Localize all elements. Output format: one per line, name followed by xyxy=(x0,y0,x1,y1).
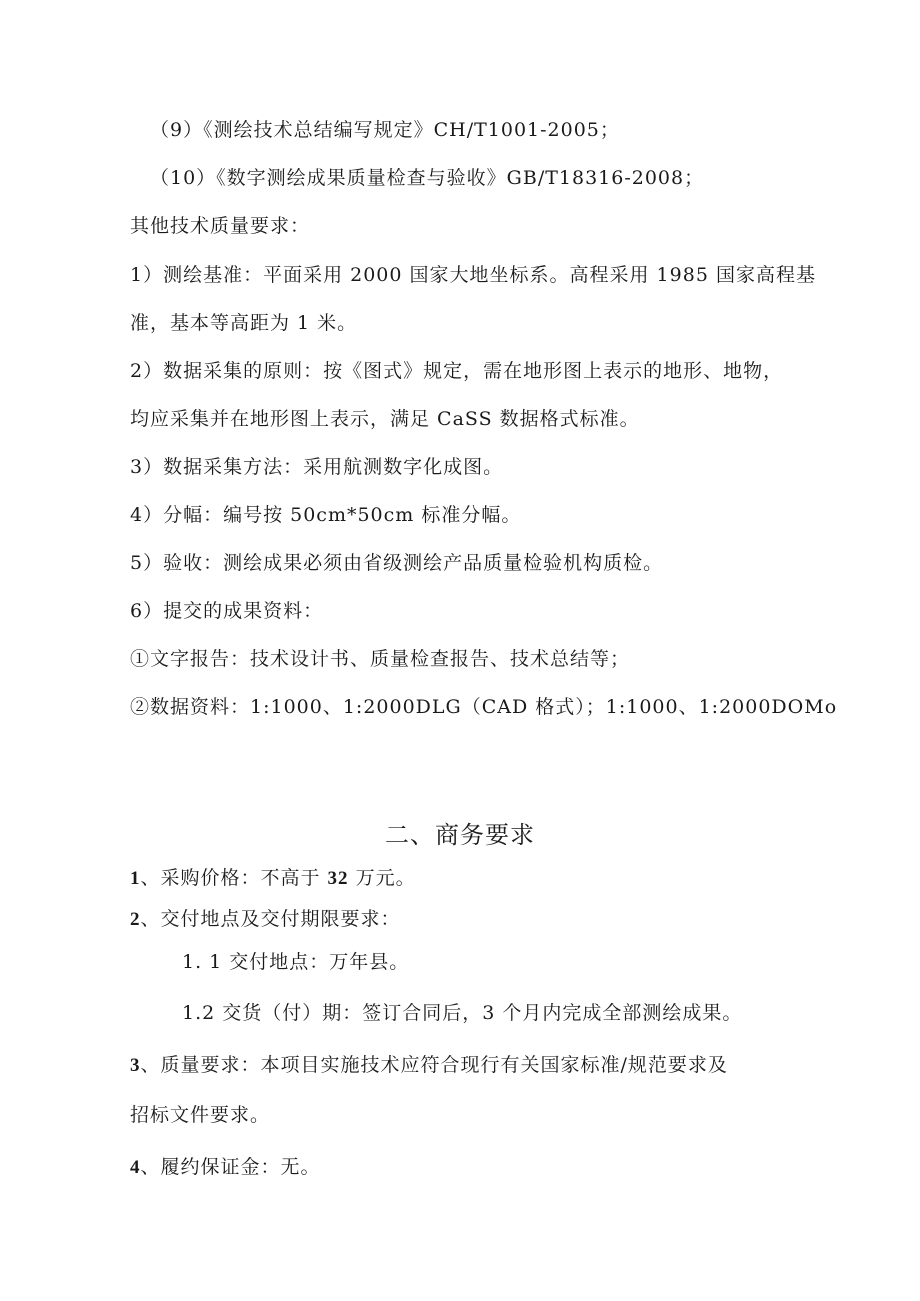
requirement-2-sub-1: 1. 1 交付地点：万年县。 xyxy=(182,951,410,973)
requirement-4 xyxy=(130,1155,321,1180)
requirement-3-number: 3 xyxy=(130,1055,141,1076)
requirement-2-number: 2 xyxy=(130,909,141,930)
item-6: 6）提交的成果资料： xyxy=(130,600,324,622)
standard-9: （9）《测绘技术总结编写规定》CH/T1001-2005； xyxy=(150,119,620,141)
requirement-1 xyxy=(130,866,416,891)
item-3: 3）数据采集方法：采用航测数字化成图。 xyxy=(130,456,504,478)
requirement-1-amount: 32 xyxy=(327,868,349,889)
requirement-4-text: 、履约保证金：无。 xyxy=(140,1156,321,1178)
requirement-2-sub-2: 1.2 交货（付）期：签订合同后，3 个月内完成全部测绘成果。 xyxy=(182,1002,743,1024)
standard-10: （10）《数字测绘成果质量检查与验收》GB/T18316-2008； xyxy=(150,167,705,189)
requirement-1-number: 1 xyxy=(130,868,141,889)
requirement-2-text: 、交付地点及交付期限要求： xyxy=(140,908,401,930)
item-1-line-1: 1）测绘基准：平面采用 2000 国家大地坐标系。高程采用 1985 国家高程基 xyxy=(130,264,816,286)
section-heading: 二、商务要求 xyxy=(385,821,535,849)
item-1-line-2: 准，基本等高距为 1 米。 xyxy=(130,312,358,334)
sub-item-2: ②数据资料：1:1000、1:2000DLG（CAD 格式）；1:1000、1:2000DOMo xyxy=(130,696,838,718)
item-2-line-2: 均应采集并在地形图上表示，满足 CaSS 数据格式标准。 xyxy=(130,408,640,430)
requirement-1-text-a: 、采购价格：不高于 xyxy=(140,867,328,889)
requirement-3-line-1 xyxy=(130,1053,728,1078)
requirement-4-number: 4 xyxy=(130,1157,141,1178)
requirement-3-text: 、质量要求：本项目实施技术应符合现行有关国家标准/规范要求及 xyxy=(140,1054,728,1076)
item-2-line-1: 2）数据采集的原则：按《图式》规定，需在地形图上表示的地形、地物， xyxy=(130,360,784,382)
requirement-3-line-2: 招标文件要求。 xyxy=(130,1104,271,1126)
sub-item-1: ①文字报告：技术设计书、质量检查报告、技术总结等； xyxy=(130,648,631,670)
requirement-1-text-b: 万元。 xyxy=(348,867,416,889)
requirement-2 xyxy=(130,907,401,932)
other-requirements-title: 其他技术质量要求： xyxy=(130,215,311,237)
item-5: 5）验收：测绘成果必须由省级测绘产品质量检验机构质检。 xyxy=(130,552,664,574)
item-4: 4）分幅：编号按 50cm*50cm 标准分幅。 xyxy=(130,504,522,526)
